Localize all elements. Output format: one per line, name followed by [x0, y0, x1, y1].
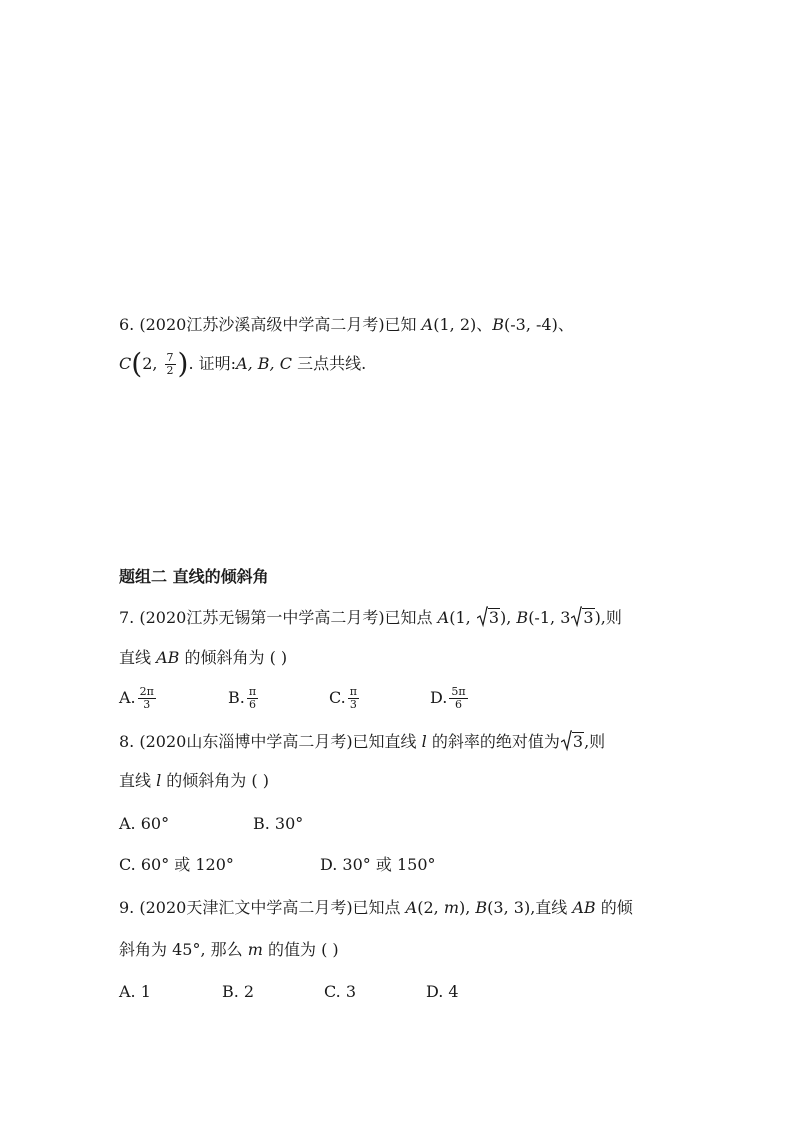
q6-b-coords: (-3, -4)	[504, 315, 558, 334]
q7-option-b-den: 6	[248, 698, 256, 711]
q6-left-paren: (	[131, 347, 143, 380]
q7-option-c-label: C.	[329, 688, 346, 707]
q7-option-d-den: 6	[454, 698, 462, 711]
q7-option-a-den: 3	[143, 698, 151, 711]
q7-option-a[interactable]	[119, 686, 158, 711]
q8-option-c[interactable]: C. 60° 或 120°	[119, 855, 234, 874]
radical-icon	[477, 602, 488, 628]
q9-m: m	[443, 898, 459, 917]
q7-a-radicand: 3	[488, 608, 499, 627]
q9-m-2: m	[247, 940, 263, 959]
q8-line2	[119, 770, 269, 792]
q7-option-b-fraction	[247, 686, 258, 711]
q7-option-a-num: 2π	[139, 685, 154, 698]
q7-option-a-label: A.	[119, 688, 136, 707]
q9-ab: AB	[572, 898, 596, 917]
q6-c-num: 7	[166, 351, 174, 364]
q7-option-c[interactable]	[329, 686, 361, 711]
q9-suffix: 的倾	[595, 898, 633, 917]
q7-option-b-label: B.	[228, 688, 245, 707]
q6-point-a: A	[421, 315, 434, 334]
q6-line2	[119, 347, 367, 380]
q9-line2-suffix: 的值为 ( )	[262, 940, 339, 959]
q9-option-c[interactable]: C. 3	[324, 982, 357, 1001]
q9-point-a: A	[405, 898, 418, 917]
q8-radicand: 3	[572, 732, 584, 751]
q7-a-open: (1,	[449, 608, 476, 627]
q7-option-b-num: π	[248, 685, 257, 698]
q9-option-d[interactable]: D. 4	[426, 982, 459, 1001]
q6-point-b: B	[492, 315, 505, 334]
q7-b-sqrt	[571, 607, 594, 629]
q7-option-d-num: 5π	[451, 685, 466, 698]
q8-line1	[119, 731, 605, 753]
q9-option-b[interactable]: B. 2	[222, 982, 255, 1001]
q8-line2-prefix: 直线	[119, 771, 157, 790]
q9-option-a[interactable]: A. 1	[119, 982, 151, 1001]
q9-line2-prefix: 斜角为 45°, 那么	[119, 940, 248, 959]
q7-line2	[119, 647, 287, 669]
q7-b-open: (-1, 3	[528, 608, 571, 627]
q7-line1	[119, 607, 622, 629]
q9-prefix: 9. (2020天津汇文中学高二月考)已知点	[119, 898, 406, 917]
q6-points: A, B, C	[236, 354, 292, 373]
q6-right-paren: )	[177, 347, 189, 380]
q8-prefix: 8. (2020山东淄博中学高二月考)已知直线	[119, 732, 422, 751]
section-title: 题组二 直线的倾斜角	[119, 567, 269, 586]
q7-a-close: ),	[500, 608, 517, 627]
q9-line1	[119, 897, 633, 919]
q7-a-sqrt	[477, 607, 500, 629]
q6-prove: . 证明:	[188, 354, 237, 373]
q7-line2-prefix: 直线	[119, 648, 157, 667]
q6-sep1: 、	[476, 315, 493, 334]
q6-c-fraction	[165, 352, 176, 377]
q6-suffix: 三点共线.	[297, 354, 367, 373]
q7-option-d-fraction	[449, 686, 467, 711]
q7-point-a: A	[437, 608, 450, 627]
radical-icon	[561, 726, 572, 752]
q9-a-close: ),	[458, 898, 476, 917]
q7-option-d-label: D.	[430, 688, 448, 707]
q7-option-a-fraction	[138, 686, 156, 711]
q6-c-den: 2	[166, 364, 174, 377]
q8-option-b[interactable]: B. 30°	[253, 814, 304, 833]
q7-option-b[interactable]	[228, 686, 260, 711]
q9-line2	[119, 939, 339, 961]
q6-line1	[119, 314, 574, 336]
q7-option-c-den: 3	[349, 698, 357, 711]
q8-line-l-2: l	[156, 771, 162, 790]
q8-suffix: ,则	[584, 732, 606, 751]
q9-a-open: (2,	[417, 898, 444, 917]
q6-prefix: 6. (2020江苏沙溪高级中学高二月考)已知	[119, 315, 422, 334]
q7-point-b: B	[516, 608, 529, 627]
q9-b-coords: (3, 3)	[487, 898, 531, 917]
q8-sqrt	[561, 731, 584, 753]
q7-line2-suffix: 的倾斜角为 ( )	[179, 648, 288, 667]
q7-b-radicand: 3	[583, 608, 594, 627]
q7-prefix: 7. (2020江苏无锡第一中学高二月考)已知点	[119, 608, 438, 627]
q8-mid: 的斜率的绝对值为	[426, 732, 560, 751]
q8-line-l: l	[421, 732, 427, 751]
q6-point-c: C	[119, 354, 132, 373]
q6-sep2: 、	[557, 315, 574, 334]
q7-option-d[interactable]	[430, 686, 470, 711]
q7-ab: AB	[156, 648, 180, 667]
q8-line2-suffix: 的倾斜角为 ( )	[161, 771, 269, 790]
q8-option-a[interactable]: A. 60°	[119, 814, 170, 833]
q6-a-coords: (1, 2)	[433, 315, 477, 334]
q8-option-d[interactable]: D. 30° 或 150°	[320, 855, 436, 874]
q6-c-x: 2,	[142, 354, 163, 373]
q7-b-close: ),则	[594, 608, 622, 627]
q9-mid: ,直线	[530, 898, 573, 917]
q7-option-c-num: π	[349, 685, 357, 698]
q9-point-b: B	[475, 898, 488, 917]
radical-icon	[571, 602, 582, 628]
q7-option-c-fraction	[348, 686, 359, 711]
